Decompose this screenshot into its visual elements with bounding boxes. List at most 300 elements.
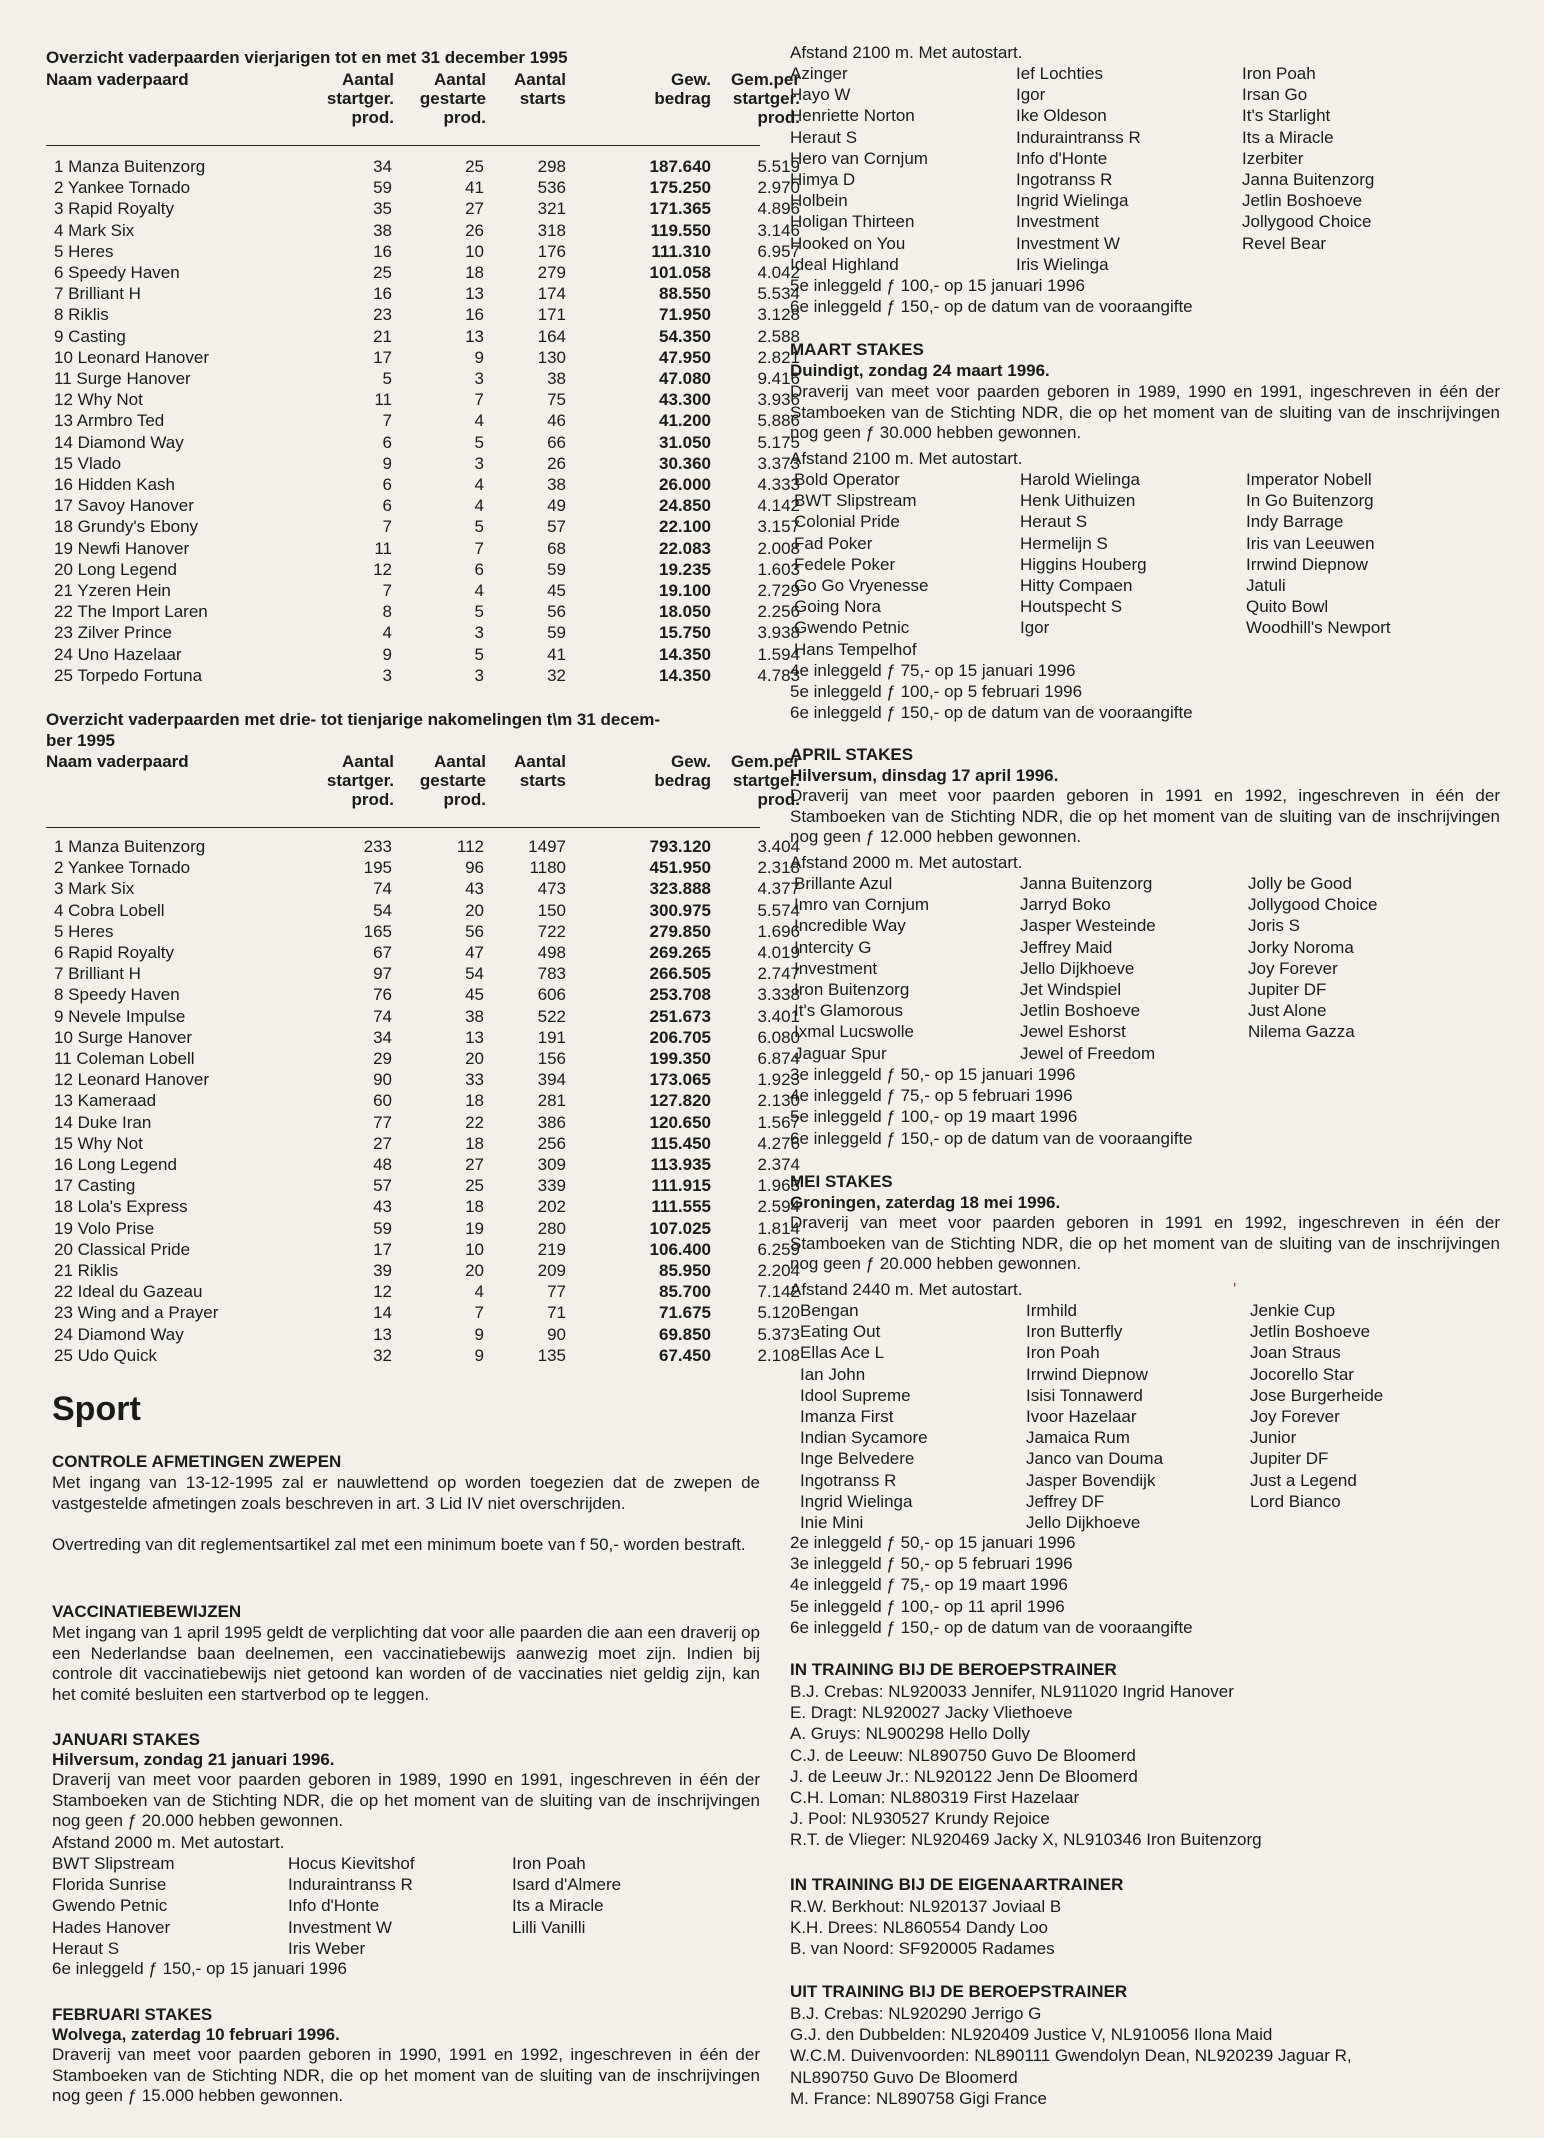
entry-name: Himya D	[790, 170, 856, 189]
gemper-value: 5.373	[757, 1324, 800, 1344]
gestarte-count: 18	[465, 1197, 484, 1217]
sire-name: 17 Savoy Hanover	[54, 496, 194, 516]
table-row	[46, 878, 806, 899]
table-row	[46, 1090, 806, 1111]
bedrag-value: 15.750	[659, 623, 711, 643]
entry-name: Holbein	[790, 191, 848, 211]
table2-header-gemper: Gem.per startger. prod.	[731, 752, 800, 809]
bedrag-value: 119.550	[650, 220, 711, 240]
entry-name: Its a Miracle	[512, 1896, 604, 1916]
vaccinatie-paragraph: Met ingang van 1 april 1995 geldt de verplichting dat voor alle paarden die aan een draverij op een Nederlandse baan deelnemen, een vaccinatiebewijs aanwezig moet zijn. Indien bij controle dit vaccinatiebewijs niet getoond kan worden of de vaccinaties niet geldig zijn, kan het comité besluiten een startverbod op te leggen.	[52, 1623, 760, 1704]
gestarte-count: 27	[465, 1155, 484, 1174]
entry-name: Heraut S	[790, 127, 858, 147]
table1-header-gemper: Gem.per startger. prod.	[731, 70, 800, 127]
starts-count: 32	[547, 665, 566, 685]
gestarte-count: 18	[465, 263, 484, 282]
startger-count: 32	[373, 1345, 392, 1365]
table-row	[46, 410, 806, 431]
gemper-value: 3.338	[757, 985, 800, 1005]
starts-count: 281	[537, 1091, 566, 1111]
entry-name: Incredible Way	[794, 916, 906, 936]
sire-name: 5 Heres	[54, 921, 114, 941]
bedrag-value: 187.640	[649, 157, 711, 176]
entry-name: Jarryd Boko	[1020, 895, 1111, 915]
sire-name: 2 Yankee Tornado	[54, 178, 191, 198]
bedrag-value: 71.675	[659, 1303, 711, 1323]
gemper-value: 4.042	[757, 263, 800, 282]
table-row	[46, 1112, 806, 1133]
gestarte-count: 45	[465, 985, 484, 1005]
startger-count: 25	[373, 263, 392, 282]
table-row	[46, 347, 806, 368]
startger-count: 34	[373, 157, 392, 176]
starts-count: 280	[537, 1218, 566, 1238]
bedrag-value: 31.050	[659, 432, 711, 452]
entry-name: Holigan Thirteen	[790, 212, 915, 232]
table-row	[46, 389, 806, 410]
startger-count: 48	[373, 1155, 392, 1174]
entry-name: Janna Buitenzorg	[1020, 874, 1153, 893]
startger-count: 7	[382, 581, 392, 600]
fee-line: 5e inleggeld ƒ 100,- op 15 januari 1996	[790, 276, 1085, 295]
entry-name: Induraintranss R	[1016, 127, 1141, 147]
sire-name: 25 Torpedo Fortuna	[54, 665, 203, 685]
entry-name: Imanza First	[800, 1407, 894, 1426]
bedrag-value: 451.950	[649, 858, 711, 878]
entry-name: Jasper Bovendijk	[1026, 1470, 1156, 1490]
sire-name: 22 The Import Laren	[54, 602, 208, 622]
entry-name: Azinger	[790, 64, 848, 83]
entry-name: Brillante Azul	[794, 874, 893, 893]
startger-count: 12	[373, 559, 392, 579]
table-row	[46, 644, 806, 665]
table-row	[46, 942, 806, 963]
sire-name: 24 Diamond Way	[54, 1324, 184, 1344]
gemper-value: 5.175	[757, 432, 800, 452]
gemper-value: 1.567	[757, 1112, 800, 1132]
mei-afstand: Afstand 2440 m. Met autostart.	[790, 1280, 1023, 1299]
startger-count: 67	[373, 943, 392, 962]
table-row	[46, 516, 806, 537]
zwepen-paragraph-2: Overtreding van dit reglementsartikel zal met een minimum boete van f 50,- worden bestraft.	[52, 1535, 746, 1554]
table-row	[46, 198, 806, 219]
table-row	[46, 262, 806, 283]
maart-afstand: Afstand 2100 m. Met autostart.	[790, 449, 1023, 468]
gestarte-count: 56	[465, 921, 484, 941]
bedrag-value: 113.935	[650, 1155, 711, 1174]
sire-name: 23 Wing and a Prayer	[54, 1303, 219, 1323]
fee-line: 6e inleggeld ƒ 150,- op de datum van de vooraangifte	[790, 1128, 1193, 1148]
entry-name: Ingotranss R	[800, 1470, 897, 1490]
entry-name: Igor	[1020, 618, 1050, 638]
bedrag-value: 171.365	[649, 199, 711, 219]
entry-name: Eating Out	[800, 1322, 881, 1342]
fee-line: 6e inleggeld ƒ 150,- op de datum van de vooraangifte	[790, 703, 1193, 723]
gestarte-count: 13	[465, 284, 484, 304]
mei-subheading: Groningen, zaterdag 18 mei 1996.	[790, 1193, 1061, 1212]
entry-name: Hocus Kievitshof	[288, 1854, 415, 1873]
maart-heading: MAART STAKES	[790, 340, 924, 359]
entry-name: Jetlin Boshoeve	[1242, 191, 1363, 211]
sire-name: 8 Riklis	[54, 305, 109, 325]
sire-name: 11 Surge Hanover	[54, 369, 191, 388]
starts-count: 164	[537, 326, 566, 346]
entry-name: Joy Forever	[1250, 1407, 1340, 1426]
gestarte-count: 6	[474, 559, 484, 579]
februari-paragraph: Draverij van meet voor paarden geboren in 1990, 1991 en 1992, ingeschreven in één der Stamboeken van de Stichting NDR, die op het moment van de sluiting van de inschrijvingen nog geen ƒ 15.000 hebben gewonnen.	[52, 2045, 760, 2105]
entry-name: Isisi Tonnawerd	[1026, 1385, 1143, 1405]
entry-name: It's Starlight	[1242, 106, 1331, 126]
table-row	[46, 495, 806, 516]
starts-count: 256	[537, 1133, 566, 1153]
entry-name: Jorky Noroma	[1248, 937, 1354, 957]
starts-count: 522	[537, 1006, 566, 1026]
starts-count: 71	[547, 1303, 566, 1323]
table-row	[46, 900, 806, 921]
gestarte-count: 20	[465, 1261, 484, 1280]
starts-count: 279	[537, 263, 566, 282]
entry-name: Colonial Pride	[794, 512, 900, 532]
starts-count: 174	[537, 284, 566, 304]
entry-name: Jello Dijkhoeve	[1026, 1513, 1141, 1532]
sire-name: 14 Duke Iran	[54, 1112, 152, 1132]
sire-name: 23 Zilver Prince	[54, 623, 173, 643]
sire-name: 15 Vlado	[54, 453, 122, 473]
startger-count: 39	[373, 1261, 392, 1280]
bedrag-value: 279.850	[649, 921, 711, 941]
entry-name: Jollygood Choice	[1242, 212, 1372, 232]
gestarte-count: 20	[465, 900, 484, 920]
gestarte-count: 4	[474, 581, 484, 600]
bedrag-value: 19.235	[659, 559, 711, 579]
entry-name: Indian Sycamore	[800, 1428, 928, 1448]
gestarte-count: 4	[474, 475, 484, 494]
trainer-line: B.J. Crebas: NL920033 Jennifer, NL911020 Ingrid Hanover	[790, 1682, 1234, 1701]
entry-name: Houtspecht S	[1020, 597, 1123, 617]
entry-name: Irsan Go	[1242, 85, 1308, 105]
starts-count: 49	[547, 496, 566, 516]
trainer-line: R.W. Berkhout: NL920137 Joviaal B	[790, 1897, 1062, 1916]
entry-name: Irrwind Diepnow	[1246, 554, 1368, 574]
sire-name: 17 Casting	[54, 1176, 136, 1196]
trainer-line: B.J. Crebas: NL920290 Jerrigo G	[790, 2004, 1042, 2023]
startger-count: 21	[373, 326, 392, 346]
table1-title: Overzicht vaderpaarden vierjarigen tot en met 31 december 1995	[46, 48, 568, 67]
gemper-value: 6.874	[757, 1049, 800, 1068]
entry-name: Ingrid Wielinga	[800, 1491, 913, 1511]
table-row	[46, 1260, 806, 1281]
gemper-value: 2.729	[757, 581, 800, 600]
entry-name: Lord Bianco	[1250, 1491, 1341, 1511]
startger-count: 7	[382, 517, 392, 537]
entry-name: Gwendo Petnic	[794, 618, 910, 638]
gestarte-count: 3	[474, 665, 484, 685]
trainer-line: J. Pool: NL930527 Krundy Rejoice	[790, 1809, 1050, 1829]
bedrag-value: 323.888	[649, 879, 711, 899]
zwepen-paragraph-1: Met ingang van 13-12-1995 zal er nauwlettend op worden toegezien dat de zwepen de vastgestelde afmetingen zoals beschreven in art. 3 Lid IV niet overschrijden.	[52, 1473, 760, 1513]
starts-count: 77	[547, 1282, 566, 1302]
gemper-value: 1.696	[757, 921, 800, 941]
fee-line: 4e inleggeld ƒ 75,- op 19 maart 1996	[790, 1575, 1068, 1595]
bedrag-value: 14.350	[659, 665, 711, 685]
gemper-value: 2.008	[757, 538, 800, 558]
sire-name: 21 Yzeren Hein	[54, 581, 171, 600]
gestarte-count: 9	[474, 1324, 484, 1344]
startger-count: 17	[373, 1239, 392, 1259]
gemper-value: 2.588	[757, 326, 800, 346]
startger-count: 8	[382, 602, 392, 622]
gestarte-count: 47	[465, 943, 484, 962]
sire-name: 12 Why Not	[54, 390, 143, 410]
gemper-value: 2.970	[757, 178, 800, 198]
entry-name: Iris van Leeuwen	[1246, 533, 1375, 553]
sire-name: 6 Rapid Royalty	[54, 943, 175, 962]
starts-count: 75	[547, 390, 566, 410]
startger-count: 16	[373, 241, 392, 261]
sire-name: 1 Manza Buitenzorg	[54, 837, 206, 856]
entry-name: Hades Hanover	[52, 1917, 171, 1937]
entry-name: Info d'Honte	[288, 1896, 380, 1916]
starts-count: 722	[537, 921, 566, 941]
starts-count: 171	[537, 305, 566, 325]
sport-title: Sport	[52, 1390, 141, 1428]
trainer-line: W.C.M. Duivenvoorden: NL890111 Gwendolyn Dean, NL920239 Jaguar R,	[790, 2046, 1352, 2066]
entry-name: Revel Bear	[1242, 233, 1327, 253]
gemper-value: 7.142	[757, 1282, 800, 1302]
entry-name: Iron Poah	[512, 1854, 586, 1873]
startger-count: 3	[382, 665, 392, 685]
table-row	[46, 963, 806, 984]
starts-count: 473	[537, 879, 566, 899]
gemper-value: 1.963	[757, 1176, 800, 1196]
sire-name: 7 Brilliant H	[54, 964, 141, 984]
fee-line: 4e inleggeld ƒ 75,- op 15 januari 1996	[790, 661, 1076, 680]
zwepen-heading: CONTROLE AFMETINGEN ZWEPEN	[52, 1452, 342, 1471]
bedrag-value: 43.300	[659, 390, 711, 410]
starts-count: 59	[547, 623, 566, 643]
bedrag-value: 173.065	[649, 1070, 711, 1090]
sire-name: 11 Coleman Lobell	[54, 1049, 195, 1068]
table-row	[46, 580, 806, 601]
gemper-value: 4.142	[757, 496, 800, 516]
gemper-value: 2.318	[757, 858, 800, 878]
starts-count: 66	[547, 432, 566, 452]
bedrag-value: 115.450	[650, 1133, 711, 1153]
gemper-value: 3.128	[757, 305, 800, 325]
startger-count: 23	[373, 305, 392, 325]
table-row	[46, 177, 806, 198]
bedrag-value: 120.650	[649, 1112, 711, 1132]
gestarte-count: 10	[465, 241, 484, 261]
gestarte-count: 4	[474, 1282, 484, 1302]
table2-header-bedrag: Gew. bedrag	[654, 752, 711, 790]
startger-count: 14	[373, 1303, 392, 1323]
sire-name: 21 Riklis	[54, 1261, 119, 1280]
bedrag-value: 22.100	[659, 517, 711, 537]
starts-count: 45	[547, 581, 566, 600]
entry-name: Jewel of Freedom	[1020, 1043, 1156, 1063]
table-row	[46, 432, 806, 453]
sire-name: 16 Long Legend	[54, 1155, 177, 1174]
sire-name: 18 Grundy's Ebony	[54, 517, 199, 537]
fee-line: 5e inleggeld ƒ 100,- op 5 februari 1996	[790, 682, 1083, 702]
mei-heading: MEI STAKES	[790, 1172, 893, 1191]
april-heading: APRIL STAKES	[790, 745, 914, 764]
uit-heading: UIT TRAINING BIJ DE BEROEPSTRAINER	[790, 1982, 1128, 2001]
starts-count: 783	[537, 964, 566, 984]
trainer-line: B. van Noord: SF920005 Radames	[790, 1939, 1055, 1959]
table-row	[46, 241, 806, 262]
table1-rule	[46, 145, 760, 146]
trainer-line: K.H. Drees: NL860554 Dandy Loo	[790, 1918, 1048, 1938]
starts-count: 298	[537, 157, 566, 176]
gemper-value: 4.333	[757, 475, 800, 494]
entry-name: Hans Tempelhof	[794, 639, 917, 659]
entry-name: Quito Bowl	[1246, 597, 1329, 617]
entry-name: Iron Poah	[1242, 64, 1316, 83]
gestarte-count: 54	[465, 964, 484, 984]
startger-count: 43	[373, 1197, 392, 1217]
bedrag-value: 47.080	[659, 369, 711, 388]
januari-paragraph: Draverij van meet voor paarden geboren in 1989, 1990 en 1991, ingeschreven in één der Stamboeken van de Stichting NDR, die op het moment van de sluiting van de inschrijvingen nog geen ƒ 20.000 hebben gewonnen.	[52, 1770, 760, 1830]
gemper-value: 9.416	[757, 369, 800, 388]
bedrag-value: 251.673	[649, 1006, 711, 1026]
gestarte-count: 7	[474, 538, 484, 558]
maart-paragraph: Draverij van meet voor paarden geboren in 1989, 1990 en 1991, ingeschreven in één der Stamboeken van de Stichting NDR, die op het moment van de sluiting van de inschrijvingen nog geen ƒ 30.000 hebben gewonnen.	[790, 382, 1500, 442]
trainer-line: A. Gruys: NL900298 Hello Dolly	[790, 1724, 1031, 1744]
bedrag-value: 101.058	[649, 263, 711, 282]
gestarte-count: 5	[474, 602, 484, 622]
fee-line: 6e inleggeld ƒ 150,- op de datum van de vooraangifte	[790, 297, 1193, 317]
gestarte-count: 20	[465, 1049, 484, 1068]
entry-name: Investment W	[1016, 233, 1120, 253]
bedrag-value: 111.555	[651, 1197, 711, 1217]
table-row	[46, 1006, 806, 1027]
starts-count: 26	[547, 453, 566, 473]
entry-name: Woodhill's Newport	[1246, 618, 1391, 638]
januari-heading: JANUARI STAKES	[52, 1730, 200, 1749]
table-row	[46, 1175, 806, 1196]
sire-name: 10 Leonard Hanover	[54, 347, 210, 367]
bedrag-value: 88.550	[659, 284, 711, 304]
bedrag-value: 175.250	[649, 178, 711, 198]
gemper-value: 2.821	[757, 347, 800, 367]
sire-name: 20 Classical Pride	[54, 1239, 191, 1259]
fee-line: 3e inleggeld ƒ 50,- op 5 februari 1996	[790, 1554, 1073, 1574]
gemper-value: 4.377	[757, 879, 800, 899]
gestarte-count: 10	[465, 1239, 484, 1259]
entry-name: Jaguar Spur	[794, 1043, 887, 1063]
trainer-line: C.J. de Leeuw: NL890750 Guvo De Bloomerd	[790, 1745, 1136, 1765]
gemper-value: 3.157	[757, 517, 800, 537]
table-row	[46, 559, 806, 580]
gestarte-count: 96	[465, 858, 484, 878]
entry-name: Jetlin Boshoeve	[1250, 1322, 1371, 1342]
entry-name: Fad Poker	[794, 533, 873, 553]
gemper-value: 1.814	[757, 1218, 800, 1238]
entry-name: Jocorello Star	[1250, 1364, 1354, 1384]
gemper-value: 2.130	[757, 1091, 800, 1111]
entry-name: Joris S	[1248, 916, 1300, 936]
startger-count: 76	[373, 985, 392, 1005]
gemper-value: 5.519	[757, 157, 800, 176]
bedrag-value: 127.820	[649, 1091, 711, 1111]
sire-name: 10 Surge Hanover	[54, 1027, 192, 1047]
gestarte-count: 25	[465, 157, 484, 176]
gestarte-count: 7	[474, 1303, 484, 1323]
table-row	[46, 283, 806, 304]
sire-name: 19 Volo Prise	[54, 1218, 155, 1238]
entry-name: Intercity G	[794, 937, 872, 957]
trainer-line: C.H. Loman: NL880319 First Hazelaar	[790, 1788, 1080, 1807]
entry-name: Going Nora	[794, 597, 881, 617]
entry-name: Ideal Highland	[790, 254, 899, 274]
entry-name: Iris Weber	[288, 1938, 366, 1958]
table-row	[46, 1069, 806, 1090]
gestarte-count: 7	[474, 390, 484, 410]
entry-name: Nilema Gazza	[1248, 1022, 1355, 1042]
gemper-value: 3.401	[757, 1006, 800, 1026]
entry-name: Igor	[1016, 85, 1046, 105]
startger-count: 9	[382, 453, 392, 473]
entry-name: Ivoor Hazelaar	[1026, 1407, 1137, 1426]
gestarte-count: 3	[474, 453, 484, 473]
startger-count: 9	[382, 644, 392, 664]
sire-name: 14 Diamond Way	[54, 432, 184, 452]
entry-name: Henriette Norton	[790, 106, 915, 126]
entry-name: Irrwind Diepnow	[1026, 1364, 1148, 1384]
gestarte-count: 13	[465, 326, 484, 346]
gemper-value: 4.783	[757, 665, 800, 685]
entry-name: Florida Sunrise	[52, 1875, 167, 1895]
starts-count: 498	[537, 943, 566, 962]
entry-name: Hitty Compaen	[1020, 576, 1133, 595]
bedrag-value: 67.450	[659, 1345, 711, 1365]
gestarte-count: 18	[465, 1091, 484, 1111]
startger-count: 11	[374, 538, 392, 558]
starts-count: 318	[537, 220, 566, 240]
bedrag-value: 111.915	[651, 1176, 711, 1196]
sire-name: 5 Heres	[54, 241, 114, 261]
startger-count: 4	[382, 623, 392, 643]
entry-name: Ian John	[800, 1364, 866, 1384]
startger-count: 29	[373, 1049, 392, 1068]
entry-name: Jeffrey Maid	[1020, 937, 1113, 957]
trainer-line: G.J. den Dubbelden: NL920409 Justice V, NL910056 Ilona Maid	[790, 2025, 1273, 2045]
trainer-line: J. de Leeuw Jr.: NL920122 Jenn De Bloomerd	[790, 1766, 1138, 1786]
entry-name: Hero van Cornjum	[790, 148, 928, 168]
gestarte-count: 4	[474, 496, 484, 516]
entry-name: Hermelijn S	[1020, 533, 1108, 553]
bedrag-value: 26.000	[659, 475, 711, 494]
entry-name: Izerbiter	[1242, 148, 1304, 168]
starts-count: 191	[537, 1027, 566, 1047]
bedrag-value: 71.950	[659, 305, 711, 325]
startger-count: 6	[382, 475, 392, 494]
table-row	[46, 304, 806, 325]
starts-count: 57	[547, 517, 566, 537]
gemper-value: 3.146	[757, 220, 800, 240]
bedrag-value: 14.350	[659, 644, 711, 664]
gestarte-count: 26	[465, 220, 484, 240]
entry-name: Just Alone	[1248, 1001, 1327, 1021]
sire-name: 3 Mark Six	[54, 879, 135, 899]
startger-count: 233	[363, 837, 392, 856]
table-row	[46, 1239, 806, 1260]
startger-count: 34	[373, 1027, 392, 1047]
table2-title-line1: Overzicht vaderpaarden met drie- tot tienjarige nakomelingen t\m 31 decem-	[46, 710, 661, 729]
gemper-value: 2.747	[757, 964, 800, 984]
